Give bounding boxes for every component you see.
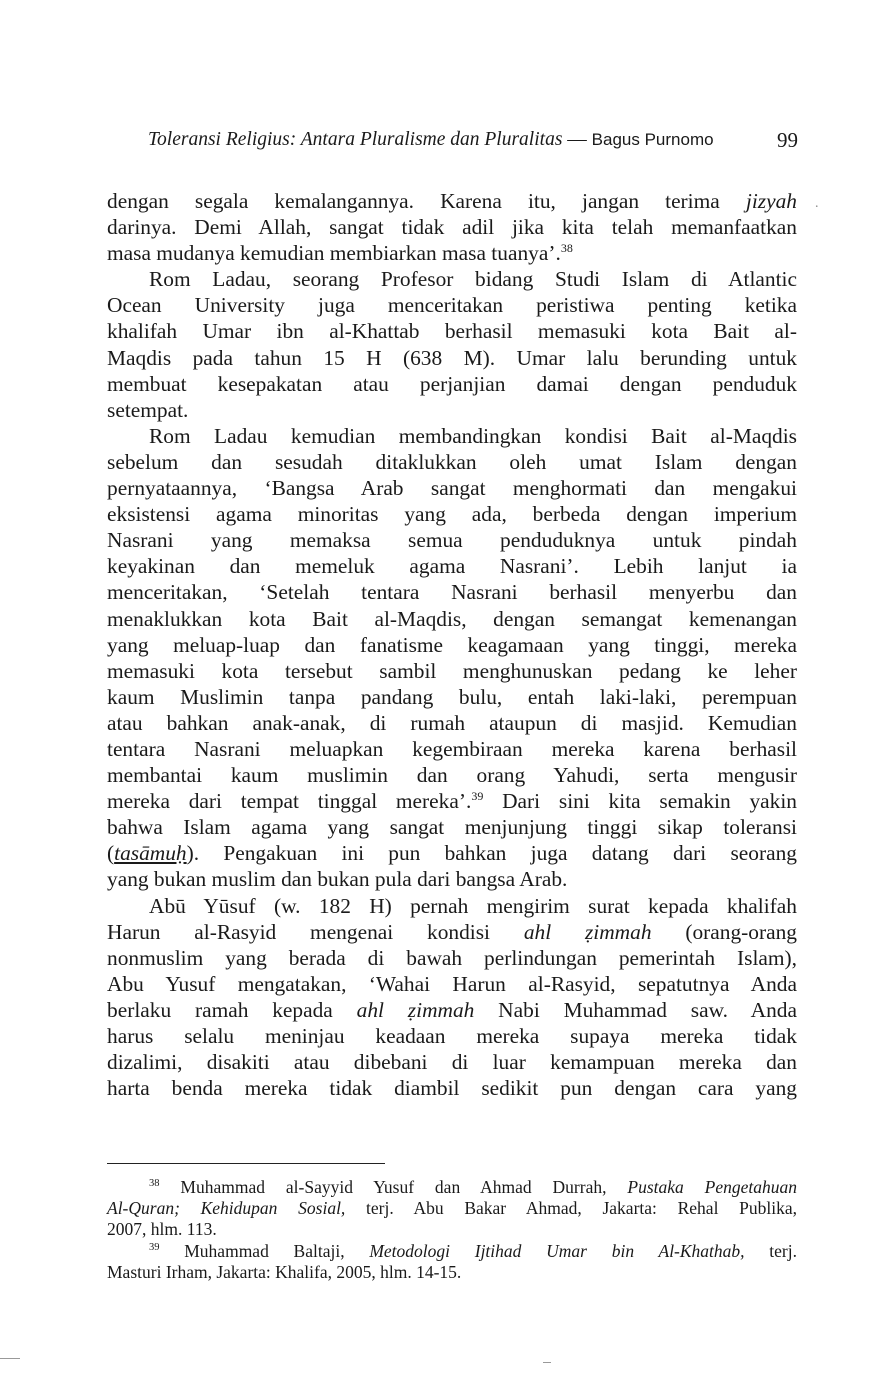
page-number: 99 xyxy=(777,128,798,152)
main-text xyxy=(107,188,797,1101)
footnote-number: 38 xyxy=(149,1178,160,1189)
text-line: Maqdis pada tahun 15 H (638 M). Umar lalu berunding untuk xyxy=(107,345,797,370)
text-line: yang meluap-luap dan fanatisme keagamaan yang tinggi, mereka xyxy=(107,632,797,657)
text-line: Abu Yusuf mengatakan, ‘Wahai Harun al-Rasyid, sepatutnya Anda xyxy=(107,971,797,996)
text-line: Harun al-Rasyid mengenai kondisi ahl ẓimmah (orang-orang xyxy=(107,919,797,944)
text-line: menceritakan, ‘Setelah tentara Nasrani berhasil menyerbu dan xyxy=(107,580,797,605)
text-line: darinya. Demi Allah, sangat tidak adil jika kita telah memanfaatkan xyxy=(107,215,797,240)
scan-edge-mark xyxy=(0,1358,20,1359)
running-header xyxy=(148,125,798,155)
footnote-line: Masturi Irham, Jakarta: Khalifa, 2005, hlm. 14-15. xyxy=(107,1261,462,1282)
footnote-number: 39 xyxy=(149,1241,160,1253)
paragraph-2 xyxy=(107,266,797,423)
paragraph-4 xyxy=(107,893,797,1102)
text-line: atau bahkan anak-anak, di rumah ataupun di masjid. Kemudian xyxy=(107,710,797,735)
term-tasamuh: tasāmuḥ xyxy=(114,841,187,866)
scan-edge-mark xyxy=(543,1362,551,1363)
footnote-separator xyxy=(107,1163,385,1164)
journal-title: Toleransi Religius: Antara Pluralisme dan Pluralitas xyxy=(148,129,563,150)
header-author: Bagus Purnomo xyxy=(591,130,714,149)
footnotes xyxy=(107,1177,797,1283)
text-line: membuat kesepakatan atau perjanjian damai dengan penduduk xyxy=(107,371,797,396)
text-line: masa mudanya kemudian membiarkan masa tuanya’.$^{38}$ xyxy=(107,241,573,266)
scan-speck: . xyxy=(815,196,819,211)
text-line: Nasrani yang memaksa semua penduduknya untuk pindah xyxy=(107,528,797,553)
text-line: keyakinan dan memeluk agama Nasrani’. Lebih lanjut ia xyxy=(107,554,797,579)
header-dash: — xyxy=(567,129,587,150)
paragraph-1 xyxy=(107,188,797,266)
footnote-39 xyxy=(107,1241,797,1283)
text-line: berlaku ramah kepada ahl ẓimmah Nabi Muhammad saw. Anda xyxy=(107,997,797,1022)
text-line: bahwa Islam agama yang sangat menjunjung tinggi sikap toleransi xyxy=(107,815,797,840)
text-line: (tasāmuḥ). Pengakuan ini pun bahkan juga datang dari seorang xyxy=(107,841,797,866)
text-line: setempat. xyxy=(107,397,189,422)
text-line: menaklukkan kota Bait al-Maqdis, dengan semangat kemenangan xyxy=(107,606,797,631)
footnote-38 xyxy=(107,1177,797,1241)
text-line: Rom Ladau, seorang Profesor bidang Studi Islam di Atlantic xyxy=(149,267,797,292)
text-line: memasuki kota tersebut sambil menghunuskan pedang ke leher xyxy=(107,658,797,683)
text-line: pernyataannya, ‘Bangsa Arab sangat menghormati dan mengakui xyxy=(107,476,797,501)
paragraph-3 xyxy=(107,423,797,893)
footnote-ref-38[interactable]: 38 xyxy=(560,241,573,256)
footnote-line: $^{38}$ Muhammad al-Sayyid Yusuf dan Ahmad Durrah, Pustaka Pengetahuan xyxy=(149,1177,798,1197)
footnote-line: Al-Quran; Kehidupan Sosial, terj. Abu Bakar Ahmad, Jakarta: Rehal Publika, xyxy=(107,1198,797,1219)
text-line: yang bukan muslim dan bukan pula dari bangsa Arab. xyxy=(107,867,568,892)
text-line: harus selalu meninjau keadaan mereka supaya mereka tidak xyxy=(107,1024,797,1048)
text-line: mereka dari tempat tinggal mereka’.$^{39}$ Dari sini kita semakin yakin xyxy=(107,789,797,814)
text-line: membantai kaum muslimin dan orang Yahudi, serta mengusir xyxy=(107,763,797,788)
text-line: dengan segala kemalangannya. Karena itu, jangan terima jizyah xyxy=(107,189,797,213)
text-line: Rom Ladau kemudian membandingkan kondisi Bait al-Maqdis xyxy=(149,423,797,448)
footnote-ref-39[interactable]: 39 xyxy=(471,789,484,804)
text-line: sebelum dan sesudah ditaklukkan oleh umat Islam dengan xyxy=(107,449,797,474)
text-line: kaum Muslimin tanpa pandang bulu, entah laki-laki, perempuan xyxy=(107,684,797,709)
text-line: Abū Yūsuf (w. 182 H) pernah mengirim surat kepada khalifah xyxy=(149,893,797,918)
footnote-line: $^{39}$ Muhammad Baltaji, Metodologi Ijtihad Umar bin Al-Khathab, terj. xyxy=(149,1240,797,1261)
text-line: nonmuslim yang berada di bawah perlindungan pemerintah Islam), xyxy=(107,945,797,970)
text-line: tentara Nasrani meluapkan kegembiraan mereka karena berhasil xyxy=(107,736,797,761)
text-line: harta benda mereka tidak diambil sedikit pun dengan cara yang xyxy=(107,1076,797,1101)
text-line: dizalimi, disakiti atau dibebani di luar kemampuan mereka dan xyxy=(107,1050,797,1075)
text-line: Ocean University juga menceritakan peristiwa penting ketika xyxy=(107,293,797,318)
term-ahl-zimmah: ahl ẓimmah xyxy=(356,997,475,1022)
term-ahl-zimmah: ahl ẓimmah xyxy=(523,919,652,944)
text-line: khalifah Umar ibn al-Khattab berhasil memasuki kota Bait al- xyxy=(107,319,797,344)
text-line: eksistensi agama minoritas yang ada, berbeda dengan imperium xyxy=(107,502,797,527)
footnote-line: 2007, hlm. 113. xyxy=(107,1219,217,1240)
term-jizyah: jizyah xyxy=(745,189,797,213)
